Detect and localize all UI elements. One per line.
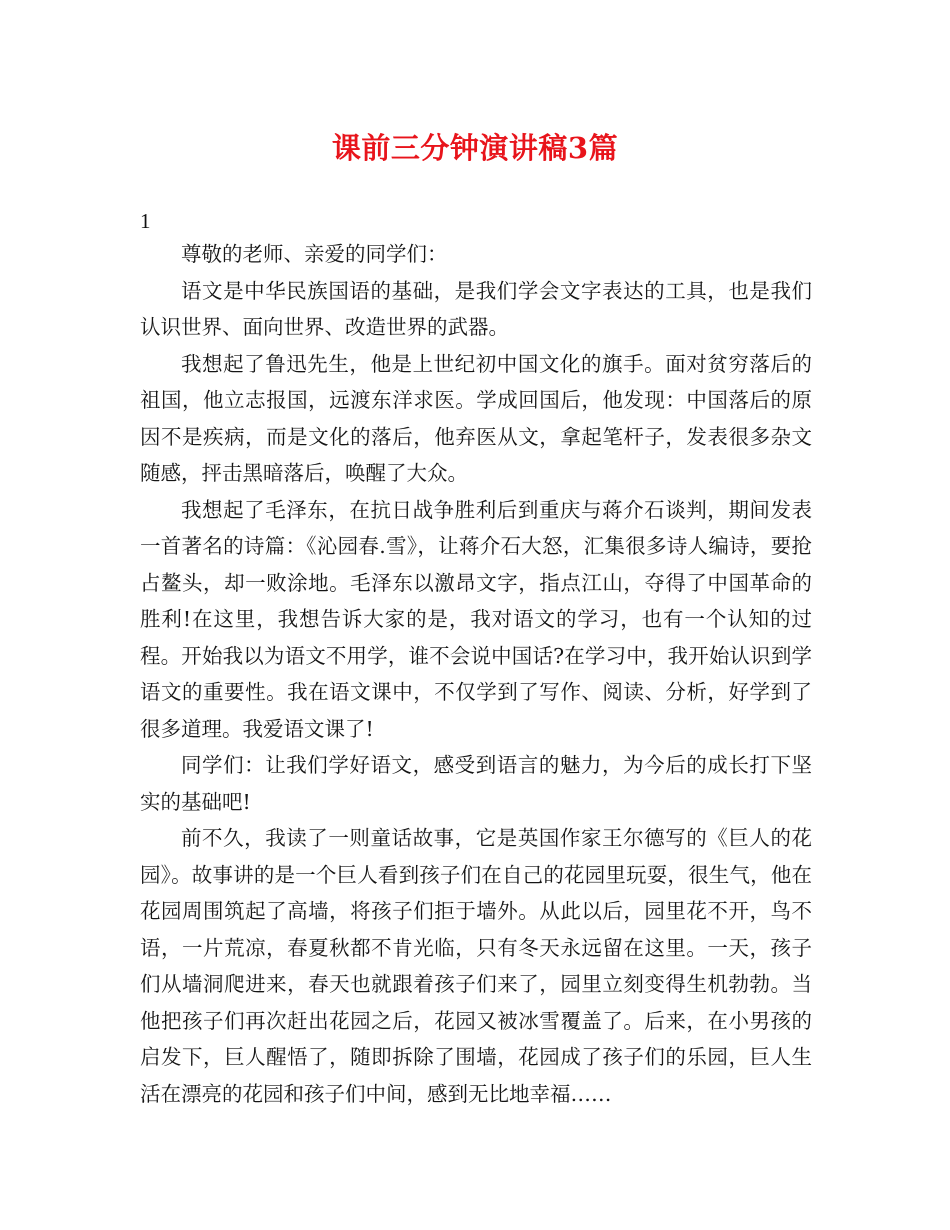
document-title: 课前三分钟演讲稿3篇 [331,131,619,165]
body-paragraph: 前不久，我读了一则童话故事，它是英国作家王尔德写的《巨人的花园》。故事讲的是一个巨人看到孩子们在自己的花园里玩耍，很生气，他在花园周围筑起了高墙，将孩子们拒于墙外。从此以后，园里花不开，鸟不语，一片荒凉，春夏秋都不肯光临，只有冬天永远留在这里。一天，孩子们从墙洞爬进来，春天也就跟着孩子们来了，园里立刻变得生机勃勃。当他把孩子们再次赶出花园之后，花园又被冰雪覆盖了。后来，在小男孩的启发下，巨人醒悟了，随即拆除了围墙，花园成了孩子们的乐园，巨人生活在漂亮的花园和孩子们中间，感到无比地幸福…… [140,826,812,1106]
section-number: 1 [140,209,151,233]
document-body [140,236,812,1112]
salutation-paragraph: 尊敬的老师、亲爱的同学们： [181,242,448,266]
body-paragraph: 我想起了毛泽东，在抗日战争胜利后到重庆与蒋介石谈判，期间发表一首著名的诗篇：《沁园春.雪》，让蒋介石大怒，汇集很多诗人编诗，要抢占鳌头，却一败涂地。毛泽东以激昂文字，指点江山，夺得了中国革命的胜利!在这里，我想告诉大家的是，我对语文的学习，也有一个认知的过程。开始我以为语文不用学，谁不会说中国话?在学习中，我开始认识到学语文的重要性。我在语文课中，不仅学到了写作、阅读、分析，好学到了很多道理。我爱语文课了! [140,497,812,741]
body-paragraph: 语文是中华民族国语的基础，是我们学会文字表达的工具，也是我们认识世界、面向世界、改造世界的武器。 [140,278,812,339]
body-paragraph: 同学们：让我们学好语文，感受到语言的魅力，为今后的成长打下坚实的基础吧! [140,753,812,814]
body-paragraph: 我想起了鲁迅先生，他是上世纪初中国文化的旗手。面对贫穷落后的祖国，他立志报国，远渡东洋求医。学成回国后，他发现：中国落后的原因不是疾病，而是文化的落后，他弃医从文，拿起笔杆子，发表很多杂文随感，抨击黑暗落后，唤醒了大众。 [140,351,812,485]
